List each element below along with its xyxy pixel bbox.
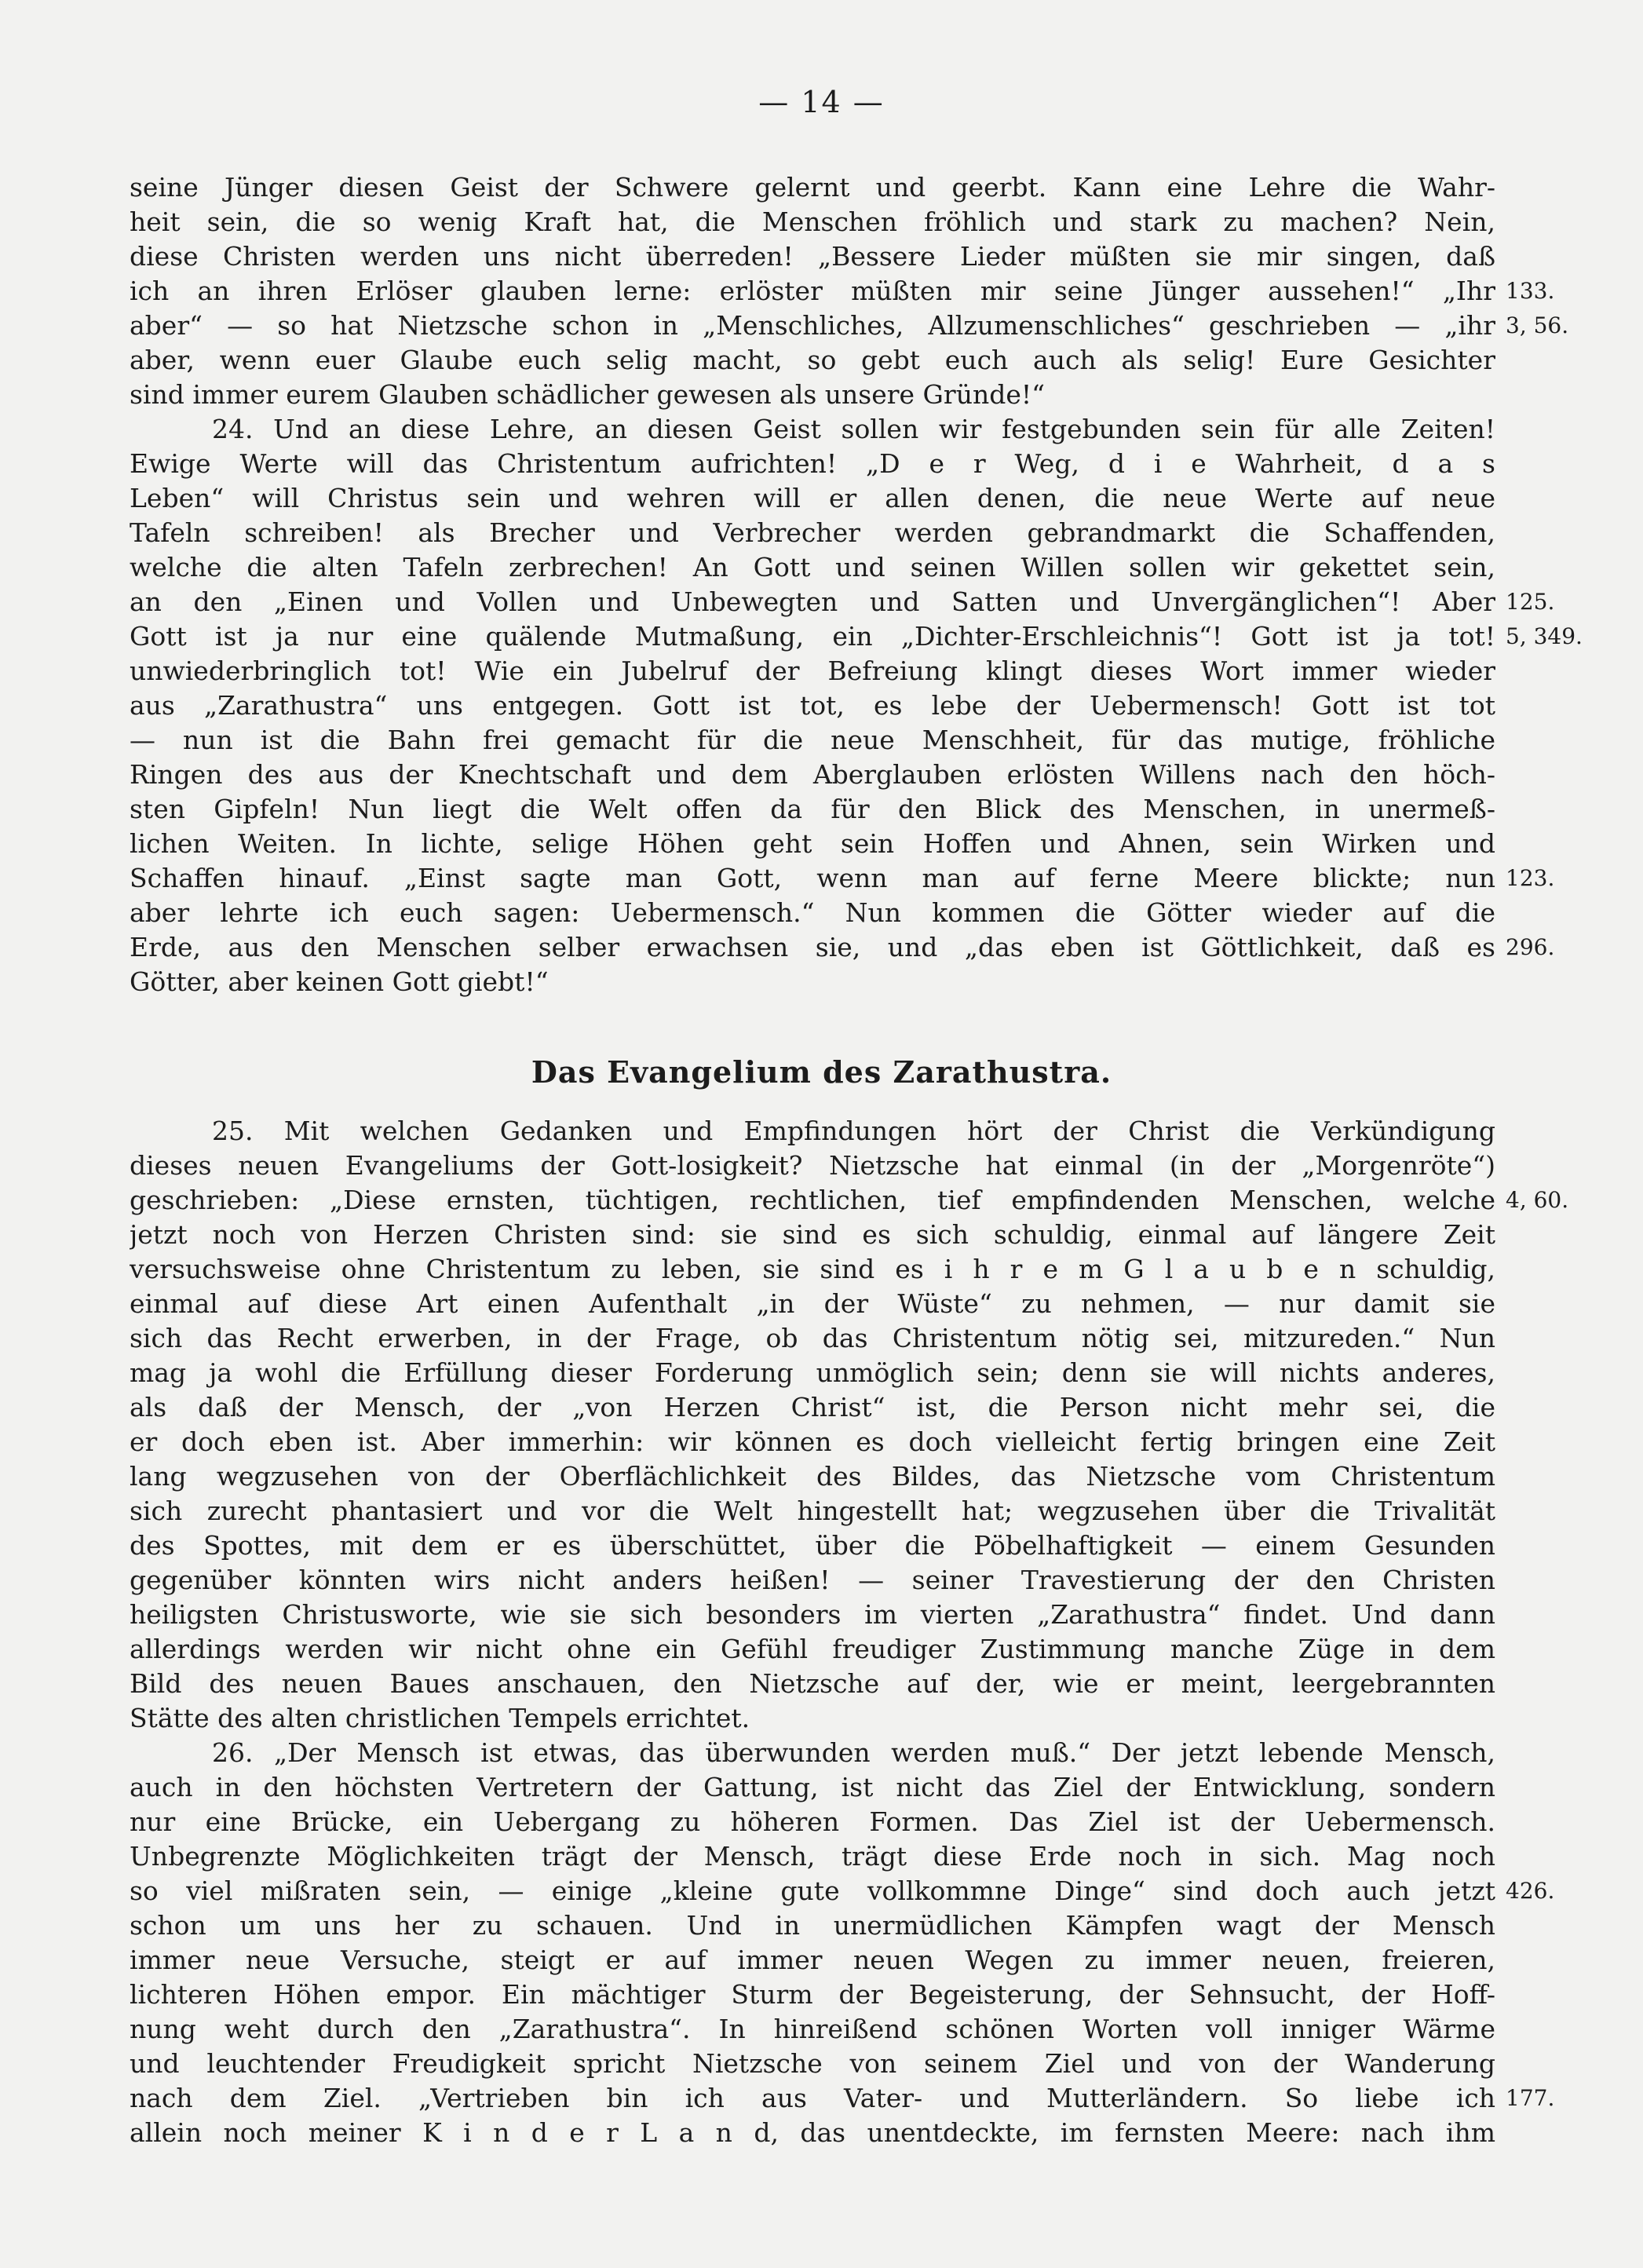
text-block-2 <box>130 1114 1495 2150</box>
paragraph-start: 26. „Der Mensch ist etwas, das überwunden werden muß.“ Der jetzt lebende Mensch, <box>212 1737 1495 1768</box>
margin-reference: 125. <box>1506 589 1555 615</box>
text-line: mag ja wohl die Erfüllung dieser Forderung unmöglich sein; denn sie will nichts anderes, <box>130 1357 1495 1388</box>
text-line: gegenüber könnten wirs nicht anders heißen! — seiner Travestierung der den Christen <box>130 1565 1495 1595</box>
margin-reference: 123. <box>1506 865 1555 891</box>
text-line: Unbegrenzte Möglichkeiten trägt der Mensch, trägt diese Erde noch in sich. Mag noch <box>130 1841 1495 1872</box>
text-line: dieses neuen Evangeliums der Gott-losigkeit? Nietzsche hat einmal (in der „Morgenröte“) <box>130 1150 1495 1181</box>
text-line: lichen Weiten. In lichte, selige Höhen geht sein Hoffen und Ahnen, sein Wirken und <box>130 828 1495 859</box>
text-line: sich zurecht phantasiert und vor die Welt hingestellt hat; wegzusehen über die Trivalität <box>130 1496 1495 1526</box>
margin-reference: 3, 56. <box>1506 312 1569 338</box>
text-line: unwiederbringlich tot! Wie ein Jubelruf der Befreiung klingt dieses Wort immer wieder <box>130 656 1495 686</box>
text-line: allein noch meiner K i n d e r L a n d, das unentdeckte, im fernsten Meere: nach ihm <box>130 2117 1495 2148</box>
text-line: lang wegzusehen von der Oberflächlichkeit des Bildes, das Nietzsche vom Christentum <box>130 1461 1495 1492</box>
text-line: an den „Einen und Vollen und Unbewegten und Satten und Unvergänglichen“! Aber <box>130 586 1495 617</box>
text-line: lichteren Höhen empor. Ein mächtiger Sturm der Begeisterung, der Sehnsucht, der Hoff- <box>130 1979 1495 2010</box>
text-line: allerdings werden wir nicht ohne ein Gefühl freudiger Zustimmung manche Züge in dem <box>130 1634 1495 1664</box>
text-line: einmal auf diese Art einen Aufenthalt „in der Wüste“ zu nehmen, — nur damit sie <box>130 1288 1495 1319</box>
text-line: seine Jünger diesen Geist der Schwere gelernt und geerbt. Kann eine Lehre die Wahr- <box>130 172 1495 203</box>
paragraph-start: 24. Und an diese Lehre, an diesen Geist sollen wir festgebunden sein für alle Zeiten! <box>212 414 1495 444</box>
text-line: Schaffen hinauf. „Einst sagte man Gott, wenn man auf ferne Meere blickte; nun <box>130 863 1495 893</box>
text-line: Ewige Werte will das Christentum aufrichten! „D e r Weg, d i e Wahrheit, d a s <box>130 448 1495 479</box>
text-line: versuchsweise ohne Christentum zu leben, sie sind es i h r e m G l a u b e n schuldig, <box>130 1254 1495 1284</box>
text-line: und leuchtender Freudigkeit spricht Nietzsche von seinem Ziel und von der Wanderung <box>130 2048 1495 2079</box>
text-line: diese Christen werden uns nicht überreden! „Bessere Lieder müßten sie mir singen, daß <box>130 241 1495 272</box>
margin-reference: 133. <box>1506 278 1555 304</box>
text-line: ich an ihren Erlöser glauben lerne: erlöster müßten mir seine Jünger aussehen!“ „Ihr <box>130 276 1495 306</box>
text-line: er doch eben ist. Aber immerhin: wir können es doch vielleicht fertig bringen eine Zeit <box>130 1426 1495 1457</box>
page-number: — 14 — <box>758 85 885 119</box>
text-line: immer neue Versuche, steigt er auf immer neuen Wegen zu immer neuen, freieren, <box>130 1945 1495 1975</box>
text-line: Götter, aber keinen Gott giebt!“ <box>130 966 549 997</box>
text-line: auch in den höchsten Vertretern der Gattung, ist nicht das Ziel der Entwicklung, sondern <box>130 1772 1495 1802</box>
margin-reference: 296. <box>1506 934 1555 960</box>
margin-reference: 5, 349. <box>1506 623 1583 649</box>
text-line: welche die alten Tafeln zerbrechen! An Gott und seinen Willen sollen wir gekettet sein, <box>130 552 1495 583</box>
paragraph-start: 25. Mit welchen Gedanken und Empfindungen hört der Christ die Verkündigung <box>212 1116 1495 1146</box>
text-line: heit sein, die so wenig Kraft hat, die Menschen fröhlich und stark zu machen? Nein, <box>130 206 1495 237</box>
text-line: als daß der Mensch, der „von Herzen Christ“ ist, die Person nicht mehr sei, die <box>130 1392 1495 1423</box>
text-line: aber, wenn euer Glaube euch selig macht, so gebt euch auch als selig! Eure Gesichter <box>130 345 1495 375</box>
text-line: aber“ — so hat Nietzsche schon in „Menschliches, Allzumenschliches“ geschrieben — „ihr <box>130 310 1495 341</box>
text-line: Erde, aus den Menschen selber erwachsen sie, und „das eben ist Göttlichkeit, daß es <box>130 932 1495 962</box>
text-line: aus „Zarathustra“ uns entgegen. Gott ist tot, es lebe der Uebermensch! Gott ist tot <box>130 690 1495 721</box>
text-line: nach dem Ziel. „Vertrieben bin ich aus Vater- und Mutterländern. So liebe ich <box>130 2083 1495 2113</box>
text-line: sten Gipfeln! Nun liegt die Welt offen da für den Blick des Menschen, in unermeß- <box>130 794 1495 824</box>
margin-reference: 177. <box>1506 2085 1555 2111</box>
text-line: heiligsten Christusworte, wie sie sich besonders im vierten „Zarathustra“ findet. Und dann <box>130 1599 1495 1630</box>
text-line: des Spottes, mit dem er es überschüttet, über die Pöbelhaftigkeit — einem Gesunden <box>130 1530 1495 1561</box>
text-line: schon um uns her zu schauen. Und in unermüdlichen Kämpfen wagt der Mensch <box>130 1910 1495 1941</box>
text-line: — nun ist die Bahn frei gemacht für die neue Menschheit, für das mutige, fröhliche <box>130 725 1495 755</box>
text-line: so viel mißraten sein, — einige „kleine gute vollkommne Dinge“ sind doch auch jetzt <box>130 1875 1495 1906</box>
text-line: Ringen des aus der Knechtschaft und dem Aberglauben erlösten Willens nach den höch- <box>130 759 1495 790</box>
text-line: aber lehrte ich euch sagen: Uebermensch.“ Nun kommen die Götter wieder auf die <box>130 897 1495 928</box>
text-line: jetzt noch von Herzen Christen sind: sie sind es sich schuldig, einmal auf längere Zeit <box>130 1219 1495 1250</box>
text-block-1 <box>130 170 1495 999</box>
text-line: sind immer eurem Glauben schädlicher gewesen als unsere Gründe!“ <box>130 379 1045 410</box>
text-line: sich das Recht erwerben, in der Frage, ob das Christentum nötig sei, mitzureden.“ Nun <box>130 1323 1495 1353</box>
text-line: nung weht durch den „Zarathustra“. In hinreißend schönen Worten voll inniger Wärme <box>130 2014 1495 2044</box>
text-line: nur eine Brücke, ein Uebergang zu höheren Formen. Das Ziel ist der Uebermensch. <box>130 1806 1495 1837</box>
text-line: Tafeln schreiben! als Brecher und Verbrecher werden gebrandmarkt die Schaffenden, <box>130 517 1495 548</box>
text-line: Bild des neuen Baues anschauen, den Nietzsche auf der, wie er meint, leergebrannten <box>130 1668 1495 1699</box>
section-heading: Das Evangelium des Zarathustra. <box>531 1054 1112 1090</box>
text-line: Stätte des alten christlichen Tempels errichtet. <box>130 1703 750 1733</box>
text-line: Gott ist ja nur eine quälende Mutmaßung, ein „Dichter-Erschleichnis“! Gott ist ja tot! <box>130 621 1495 652</box>
margin-reference: 426. <box>1506 1878 1555 1904</box>
text-line: geschrieben: „Diese ernsten, tüchtigen, rechtlichen, tief empfindenden Menschen, welche <box>130 1185 1495 1215</box>
margin-reference: 4, 60. <box>1506 1187 1569 1213</box>
text-line: Leben“ will Christus sein und wehren will er allen denen, die neue Werte auf neue <box>130 483 1495 513</box>
